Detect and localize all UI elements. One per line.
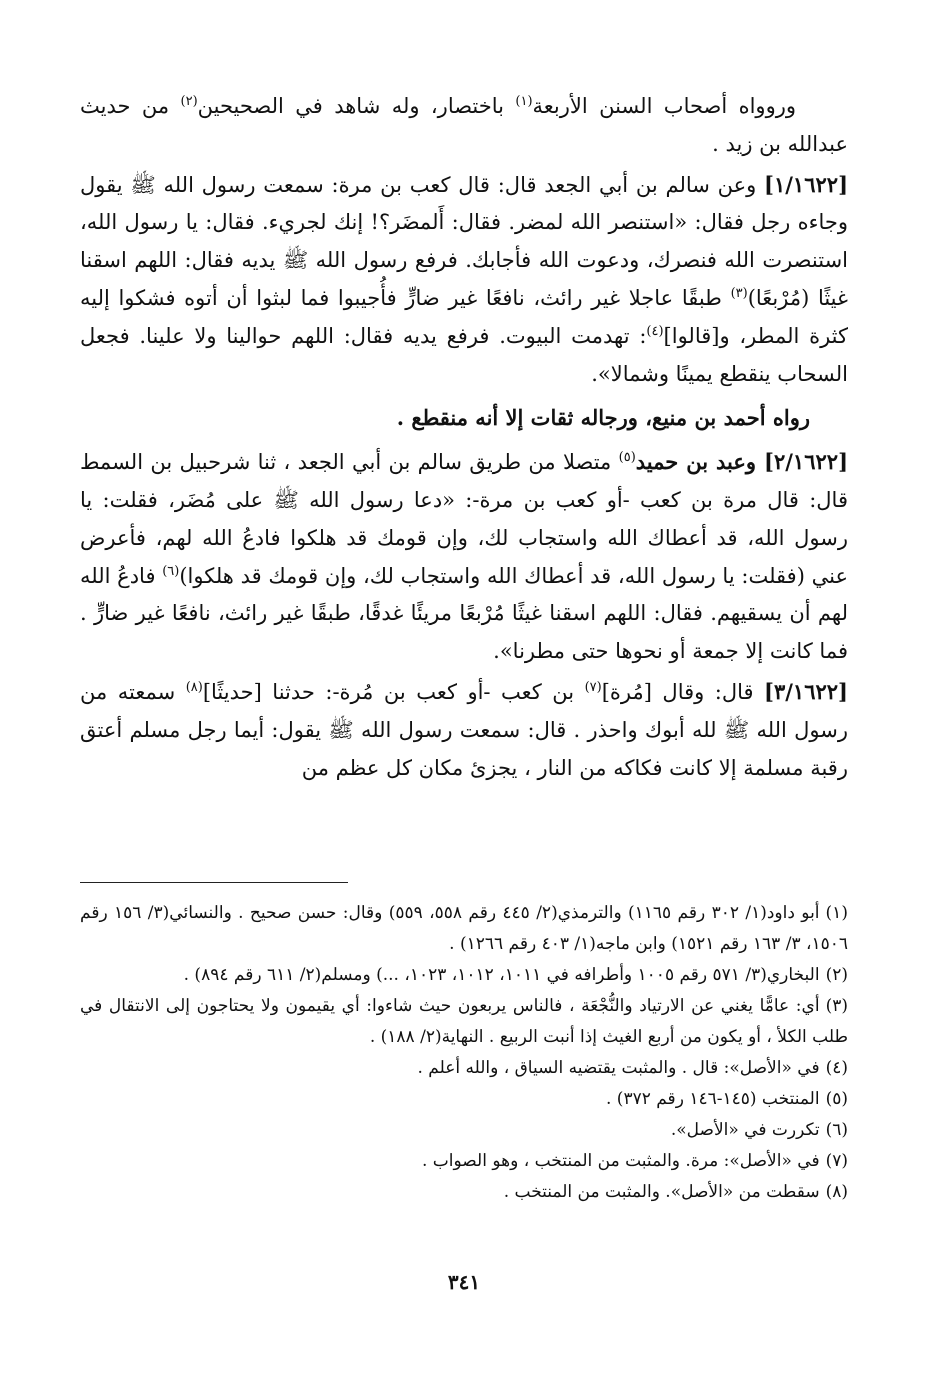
footnote-ref: (٢) (180, 94, 198, 109)
footnote-ref: (٣) (730, 285, 748, 301)
hadith-number: [٢/١٦٢٢] (764, 449, 848, 475)
text-run: من حديث عبدالله بن زيد . (80, 94, 848, 156)
footnote-separator (80, 882, 348, 883)
footnote-number: (٢) (825, 965, 848, 985)
footnote-ref: (٦) (162, 563, 180, 579)
text-run: بن كعب -أو كعب بن مُرة-: حدثنا [حديثًا] (202, 679, 585, 704)
footnote-number: (٤) (825, 1058, 848, 1078)
footnote-number: (٧) (825, 1151, 848, 1171)
text-run: وعن سالم بن أبي الجعد قال: قال كعب بن مرة: سمعت رسول الله ﷺ يقول وجاءه رجل فقال: «استنصر الله لمضر. فقال: أَلمضَر؟! إنك لجريء. فقال: يا رسول الله، استنصرت الله فنصرك، ودعوت الله فأجابك. فرفع رسول الله ﷺ يديه فقال: اللهم اسقنا غيثًا (مُرْبعًا) (80, 172, 848, 310)
footnote-number: (٨) (825, 1182, 848, 1202)
text-run: وروواه أصحاب السنن الأربعة (532, 94, 796, 118)
text-run: قال: وقال [مُرة] (601, 679, 765, 704)
footnote-text: أي: عامًّا يغني عن الارتياد والنُّجْعَة ، فالناس يربعون حيث شاءوا: أي يقيمون ولا يحتاجون إلى الانتقال في طلب الكلأ ، أو يكون من أربع الغيث إذا أنبت الربيع . النهاية(٢/ ١٨٨) . (80, 996, 848, 1047)
footnote-text: في «الأصل»: مرة. والمثبت من المنتخب ، وهو الصواب . (421, 1151, 820, 1171)
page-number: ٣٤١ (447, 1270, 481, 1294)
text-run: متصلا من طريق سالم بن أبي الجعد ، ثنا شرحبيل بن السمط قال: قال مرة بن كعب -أو كعب بن مرة-: «دعا رسول الله ﷺ على مُضَر، فقلت: يا رسول الله، قد أعطاك الله واستجاب لك، وإن قومك قد هلكوا فادعُ الله لهم، فأعرض عني (فقلت: يا رسول الله، قد أعطاك الله واستجاب لك، وإن قومك قد هلكوا) (80, 450, 848, 588)
text-run: طبقًا عاجلا غير رائث، نافعًا غير ضارٍّ فأُجيبوا فما لبثوا أن أتوه فشكوا إليه كثرة المطر، و[قالوا] (80, 285, 848, 348)
hadith-2 (80, 443, 848, 671)
footnote (80, 898, 848, 960)
footnote (80, 1084, 848, 1115)
footnote-ref: (٧) (584, 679, 602, 695)
footnote-ref: (١) (515, 94, 533, 109)
attribution: رواه أحمد بن منيع، ورجاله ثقات إلا أنه منقطع . (396, 405, 810, 431)
footnote-number: (٦) (825, 1120, 848, 1140)
hadith-number: [١/١٦٢٢] (764, 171, 848, 197)
footnote-number: (١) (825, 903, 848, 923)
footnotes (80, 898, 848, 1208)
text-run: فادعُ الله لهم أن يسقيهم. فقال: اللهم اسقنا غيثًا مُرْبعًا مريئًا غدقًا، طبقًا غير رائث، نافعًا غير ضارٍّ . فما كانت إلا جمعة أو نحوها حتى مطرنا». (80, 563, 848, 664)
footnote (80, 1146, 848, 1177)
footnote-ref: (٨) (185, 679, 203, 695)
footnote-text: أبو داود(١/ ٣٠٢ رقم ١١٦٥) والترمذي(٢/ ٤٤٥ رقم ٥٥٨، ٥٥٩) وقال: حسن صحيح . والنسائي(٣/ ١٥٦ رقم ١٥٠٦، ٣/ ١٦٣ رقم ١٥٢١) وابن ماجه(١/ ٤٠٣ رقم ١٢٦٦) . (80, 903, 848, 954)
footnote-text: تكررت في «الأصل». (670, 1120, 820, 1140)
footnote-ref: (٤) (646, 323, 664, 339)
paragraph-intro (80, 88, 848, 164)
book-page (80, 88, 848, 1368)
footnote-text: المنتخب (١٤٥-١٤٦ رقم ٣٧٢) . (605, 1089, 820, 1109)
hadith-number: [٣/١٦٢٢] (764, 678, 848, 704)
footnote-text: البخاري(٣/ ٥٧١ رقم ١٠٠٥ وأطرافه في ١٠١١، ١٠١٢، ١٠٢٣، ...) ومسلم(٢/ ٦١١ رقم ٨٩٤) . (183, 965, 820, 985)
footnote (80, 960, 848, 991)
text-run: باختصار، وله شاهد في الصحيحين (197, 94, 516, 118)
text-run: وعبد بن حميد (635, 449, 765, 475)
hadith-1 (80, 166, 848, 394)
footnote-text: في «الأصل»: قال . والمثبت يقتضيه السياق ، والله أعلم . (417, 1058, 820, 1078)
main-text (80, 88, 848, 787)
footnote (80, 1115, 848, 1146)
footnote (80, 1053, 848, 1084)
text-run: : تهدمت البيوت. فرفع يديه فقال: اللهم حوالينا ولا علينا. فجعل السحاب ينقطع يمينًا وشمالا». (80, 323, 848, 386)
footnote-text: سقطت من «الأصل». والمثبت من المنتخب . (503, 1182, 820, 1202)
text-run: سمعته من رسول الله ﷺ لله أبوك واحذر . قال: سمعت رسول الله ﷺ يقول: أيما رجل مسلم أعتق رقبة مسلمة إلا كانت فكاكه من النار ، يجزئ مكان كل عظم من (80, 679, 848, 780)
hadith-3 (80, 673, 848, 787)
footnote (80, 991, 848, 1053)
footnote (80, 1177, 848, 1208)
footnote-ref: (٥) (618, 450, 636, 466)
footnote-number: (٥) (825, 1089, 848, 1109)
footnote-number: (٣) (825, 996, 848, 1016)
